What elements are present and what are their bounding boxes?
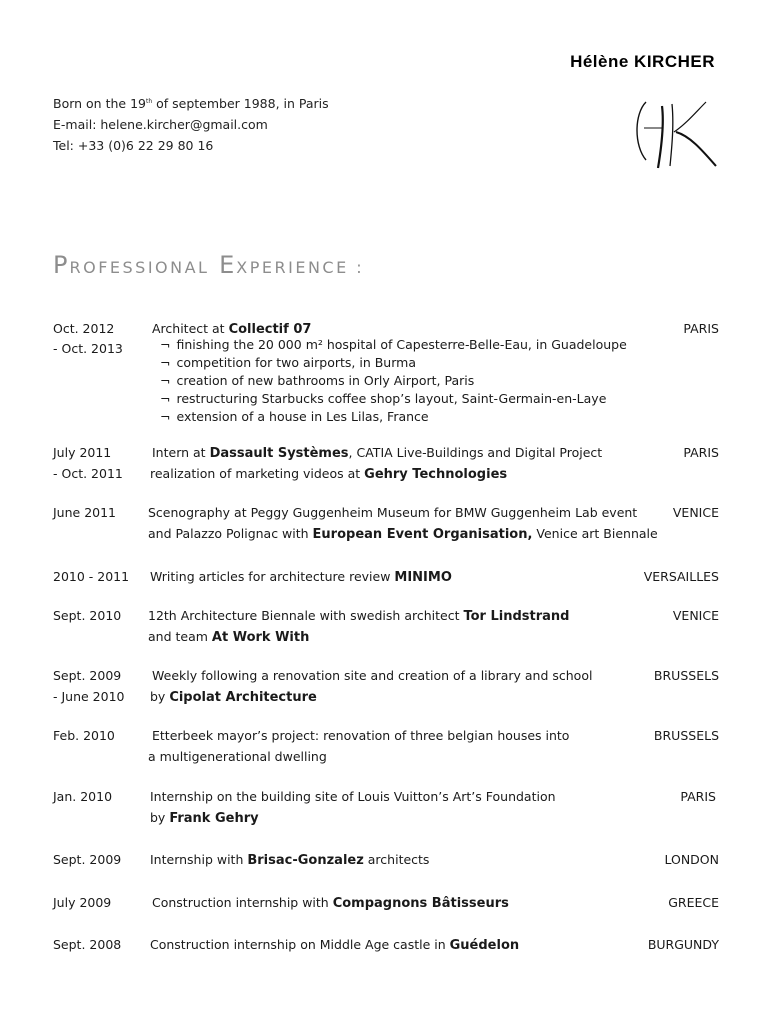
entry-date: Sept. 2008 xyxy=(53,937,122,952)
entry-date: Jan. 2010 xyxy=(53,789,113,804)
entry-date: 2010 - 2011 xyxy=(53,569,130,584)
contact-block xyxy=(53,91,329,156)
email-line: E-mail: helene.kircher@gmail.com xyxy=(53,117,268,132)
bullet-item: ¬ creation of new bathrooms in Orly Airport, Paris xyxy=(160,373,475,388)
bullet-item: ¬ finishing the 20 000 m² hospital of Capesterre-Belle-Eau, in Guadeloupe xyxy=(160,337,627,352)
entry-date: Sept. 2009 - June 2010 xyxy=(53,668,125,704)
entry-date: July 2011 - Oct. 2011 xyxy=(53,445,123,481)
entry-city: BRUSSELS xyxy=(653,728,719,743)
entry-description: Construction internship with Compagnons Bâtisseurs xyxy=(152,895,509,911)
entry-description: Internship with Brisac-Gonzalez architects xyxy=(150,852,430,868)
entry-city: GREECE xyxy=(668,895,719,910)
entry-city: PARIS xyxy=(683,445,719,460)
entry-description: Weekly following a renovation site and creation of a library and school xyxy=(152,668,593,683)
entry-city: VERSAILLES xyxy=(643,569,719,584)
entry-description: 12th Architecture Biennale with swedish architect Tor Lindstrand xyxy=(148,608,570,624)
entry-bullets xyxy=(160,336,627,426)
entry-description-line2: a multigenerational dwelling xyxy=(148,749,327,764)
entry-date: June 2011 xyxy=(53,505,117,520)
entry-description: Internship on the building site of Louis Vuitton’s Art’s Foundation xyxy=(150,789,556,804)
entry-date: July 2009 xyxy=(53,895,112,910)
entry-city: VENICE xyxy=(672,505,719,520)
entry-city: BRUSSELS xyxy=(653,668,719,683)
entry-city: PARIS xyxy=(680,789,716,804)
hk-monogram-logo xyxy=(632,98,722,170)
entry-description: Intern at Dassault Systèmes, CATIA Live-Buildings and Digital Project xyxy=(152,445,603,461)
entry-description: Construction internship on Middle Age castle in Guédelon xyxy=(150,937,520,953)
entry-description-line2: and Palazzo Polignac with European Event Organisation, Venice art Biennale xyxy=(148,526,658,542)
entry-date: Sept. 2010 xyxy=(53,608,122,623)
entry-description: Etterbeek mayor’s project: renovation of three belgian houses into xyxy=(152,728,570,743)
bullet-item: ¬ restructuring Starbucks coffee shop’s layout, Saint-Germain-en-Laye xyxy=(160,391,607,406)
bullet-item: ¬ competition for two airports, in Burma xyxy=(160,355,416,370)
entry-date: Feb. 2010 xyxy=(53,728,115,743)
entry-description: Scenography at Peggy Guggenheim Museum for BMW Guggenheim Lab event xyxy=(148,505,638,520)
phone-line: Tel: +33 (0)6 22 29 80 16 xyxy=(53,138,214,153)
entry-date: Sept. 2009 xyxy=(53,852,122,867)
entry-description-line2: by Cipolat Architecture xyxy=(150,689,317,705)
entry-description-line2: and team At Work With xyxy=(148,629,310,645)
entry-description-line2: by Frank Gehry xyxy=(150,810,259,826)
birth-line: Born on the 19th of september 1988, in Paris xyxy=(53,96,329,111)
entry-city: PARIS xyxy=(683,321,719,336)
section-title: PROFESSIONAL EXPERIENCE : xyxy=(53,251,365,279)
entry-city: BURGUNDY xyxy=(647,937,719,952)
bullet-item: ¬ extension of a house in Les Lilas, France xyxy=(160,409,429,424)
entry-city: LONDON xyxy=(664,852,719,867)
entry-city: VENICE xyxy=(672,608,719,623)
entry-description-line2: realization of marketing videos at Gehry Technologies xyxy=(150,466,508,482)
entry-date: Oct. 2012 - Oct. 2013 xyxy=(53,321,123,356)
entry-description: Writing articles for architecture review MINIMO xyxy=(150,569,452,585)
candidate-name: Hélène KIRCHER xyxy=(570,52,715,71)
entry-description: Architect at Collectif 07 xyxy=(152,321,312,337)
